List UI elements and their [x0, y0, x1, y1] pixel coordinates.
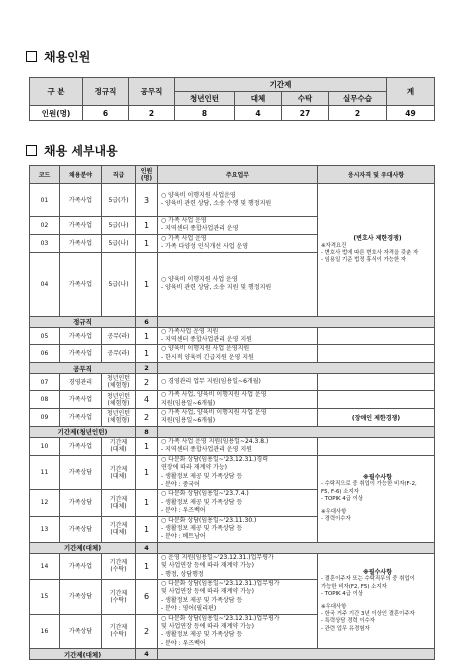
row-headcount: 6	[136, 579, 158, 614]
duty-line: ○ 양육비 이행지원 사업 운영지원	[161, 345, 250, 353]
table-row	[30, 374, 435, 391]
row-qualifications	[318, 184, 435, 317]
duty-line: - 생활정보 제공 및 가족상담 등	[161, 472, 243, 480]
group-label: 공무직	[30, 363, 136, 374]
value-practice: 2	[329, 106, 387, 121]
table-row	[30, 409, 435, 427]
table-row	[30, 391, 435, 409]
row-headcount: 1	[136, 553, 158, 579]
header-civil-service: 공무직	[129, 78, 175, 106]
header-field: 채용분야	[60, 166, 102, 184]
duty-line: ○ 가족 사업 운영	[161, 217, 207, 224]
duty-line: - 분야 : 우즈벡어	[161, 639, 206, 647]
checkbox-square-icon	[26, 51, 37, 62]
duty-line: 연장에 따라 재계약 가능)	[161, 464, 228, 472]
row-headcount: 2	[136, 614, 158, 649]
row-field: 가족사업	[60, 234, 102, 252]
group-label: 정규직	[30, 316, 136, 327]
row-code: 12	[30, 490, 60, 516]
row-headcount: 1	[136, 516, 158, 542]
row-duties	[158, 614, 318, 649]
duty-line: - 분야 : 베트남어	[161, 533, 206, 541]
row-field: 가족상담	[60, 614, 102, 649]
row-code: 03	[30, 234, 60, 252]
duty-line: - 분야 : 중국어	[161, 480, 200, 488]
row-field: 가족상담	[60, 490, 102, 516]
qualification-line: - 특력상담 경력 이수자	[321, 618, 375, 625]
qualification-line: (변호사 제한경쟁)	[353, 235, 402, 243]
row-duties	[158, 374, 318, 391]
duty-line: ○ 가족 사업, 양육비 이행지원 사업 운영	[161, 409, 267, 417]
row-code: 15	[30, 579, 60, 614]
row-duties	[158, 455, 318, 490]
row-duties	[158, 217, 318, 235]
group-subtotal-row	[30, 542, 435, 553]
value-total: 49	[387, 106, 435, 121]
duty-line: - 생활정보 제공 및 가족상담 등	[161, 524, 243, 532]
value-civil-service: 2	[129, 106, 175, 121]
header-regular: 정규직	[83, 78, 129, 106]
row-headcount: 2	[136, 409, 158, 427]
row-rank: 기간제 (대체)	[102, 437, 136, 455]
group-label: 기간제(대체)	[30, 542, 136, 553]
group-filler	[158, 426, 435, 437]
row-rank: 청년인턴 (체험형)	[102, 409, 136, 427]
row-field: 가족사업	[60, 184, 102, 217]
row-rank: 공무(라)	[102, 327, 136, 345]
row-field: 가족사업	[60, 553, 102, 579]
header-category: 구 분	[30, 78, 83, 106]
header-youth-intern: 청년인턴	[175, 92, 235, 106]
group-filler	[158, 649, 435, 660]
row-rank: 기간제 (대체)	[102, 516, 136, 542]
row-field: 가족사업	[60, 391, 102, 409]
row-duties	[158, 490, 318, 516]
section-title: 채용인원	[44, 50, 91, 64]
qualification-line: ※자격요건	[321, 242, 347, 249]
duty-line: ○ 다문화 상담(임용일~'23.12.31.)경력	[161, 455, 268, 463]
row-code: 10	[30, 437, 60, 455]
qualification-line: - 결혼이주자 또는 수탁직무의 중 취업이	[321, 576, 415, 583]
duty-line: ○ 다문화 상담(임용일~'23.12.31.)업무평가	[161, 579, 280, 587]
row-field: 가족상담	[60, 516, 102, 542]
group-filler	[158, 542, 435, 553]
row-qualifications	[318, 553, 435, 648]
row-headcount: 2	[136, 374, 158, 391]
row-qualifications	[318, 374, 435, 391]
row-field: 가족사업	[60, 252, 102, 316]
group-count: 6	[136, 316, 158, 327]
row-rank: 공무(라)	[102, 345, 136, 363]
duty-line: - 분야 : 영어(필리핀)	[161, 605, 217, 613]
row-headcount: 4	[136, 391, 158, 409]
row-headcount: 3	[136, 184, 158, 217]
duty-line: ○ 운영 지원(임용일~'23.12.31.)업무평가	[161, 553, 274, 561]
hiring-summary-table	[29, 77, 435, 121]
group-filler	[158, 363, 435, 374]
table-row	[30, 553, 435, 579]
duty-line: 지원(임용일~6개월)	[161, 399, 216, 407]
header-code: 코드	[30, 166, 60, 184]
header-substitute: 대체	[235, 92, 282, 106]
row-headcount: 1	[136, 327, 158, 345]
qualification-line: - 경력이수자	[321, 516, 351, 523]
row-field: 경영관리	[60, 374, 102, 391]
row-rank: 기간제 (대체)	[102, 490, 136, 516]
row-code: 01	[30, 184, 60, 217]
row-field: 가족상담	[60, 455, 102, 490]
row-headcount: 1	[136, 455, 158, 490]
row-headcount: 1	[136, 234, 158, 252]
row-duties	[158, 252, 318, 316]
qualification-line: ※필수사항	[362, 569, 393, 577]
qualification-line: - 수탁직으로 중 취업이 가능한 비자(F-2,	[321, 481, 417, 488]
row-qualifications	[318, 327, 435, 345]
row-headcount: 1	[136, 490, 158, 516]
header-total: 계	[387, 78, 435, 106]
group-label: 기간제(청년인턴)	[30, 426, 136, 437]
row-qualifications	[318, 391, 435, 409]
row-duties	[158, 234, 318, 252]
header-fixed-term: 기간제	[175, 78, 387, 92]
row-code: 07	[30, 374, 60, 391]
row-code: 14	[30, 553, 60, 579]
duty-line: 및 사업연장 등에 따라 재계약 가능)	[161, 588, 255, 596]
row-code: 09	[30, 409, 60, 427]
table-row	[30, 345, 435, 363]
qualification-line: ※우대사항	[321, 508, 347, 515]
row-duties	[158, 345, 318, 363]
row-code: 05	[30, 327, 60, 345]
group-count: 4	[136, 649, 158, 660]
qualification-line: - 변호사 법에 따른 변호사 자격을 갖춘 자	[321, 249, 419, 256]
header-practice: 실무수습	[329, 92, 387, 106]
group-count: 4	[136, 542, 158, 553]
row-field: 가족사업	[60, 217, 102, 235]
value-substitute: 4	[235, 106, 282, 121]
duty-line: - 생활정보 제공 및 가족상담 등	[161, 498, 243, 506]
section-title: 채용 세부내용	[44, 144, 118, 158]
row-rank: 5급(나)	[102, 234, 136, 252]
row-code: 06	[30, 345, 60, 363]
duty-line: - 분야 : 우즈벡어	[161, 507, 206, 515]
row-code: 16	[30, 614, 60, 649]
duty-line: 및 사업연장 등에 따라 재계약 가능)	[161, 562, 255, 570]
qualification-line: ※우대사항	[321, 603, 347, 610]
duty-line: ○ 다문화 상담(임용일~'23.7.4.)	[161, 490, 249, 498]
qualification-line: - 한국 거주 기간 3년 이상인 결혼이주자	[321, 611, 415, 618]
table-row	[30, 437, 435, 455]
row-field: 가족사업	[60, 437, 102, 455]
duty-line: - 지역센터 종합사업관리 운영	[161, 225, 239, 233]
duty-line: - 행정, 상담행정	[161, 570, 204, 578]
row-duties	[158, 437, 318, 455]
section-heading-hiring-count	[26, 48, 90, 65]
group-subtotal-row	[30, 649, 435, 660]
group-count: 2	[136, 363, 158, 374]
row-duties	[158, 516, 318, 542]
group-count: 8	[136, 426, 158, 437]
row-duties	[158, 391, 318, 409]
row-rank: 청년인턴 (체험형)	[102, 374, 136, 391]
duty-line: - 지역센터 종합사업관리 운영 지원	[161, 446, 252, 454]
qualification-line: F5, F-6) 소지자	[321, 488, 359, 495]
row-field: 가족상담	[60, 579, 102, 614]
qualification-line: - 임용일 기준 법정 휴식이 가능한 자	[321, 257, 407, 264]
row-rank: 기간제 (수탁)	[102, 614, 136, 649]
duty-line: - 양육비 관련 상담, 소송 수행 및 행정지원	[161, 200, 272, 207]
value-contracted: 27	[282, 106, 329, 121]
header-rank: 직급	[102, 166, 136, 184]
duty-line: ○ 다문화 상담(임용일~'23.11.30.)	[161, 516, 257, 524]
row-headcount: 1	[136, 345, 158, 363]
row-rank: 기간제 (대체)	[102, 455, 136, 490]
group-label: 기간제(대체)	[30, 649, 136, 660]
table-row	[30, 184, 435, 217]
row-field: 가족사업	[60, 327, 102, 345]
header-qualifications: 응시자격 및 우대사항	[318, 166, 435, 184]
row-headcount: 1	[136, 252, 158, 316]
row-code: 04	[30, 252, 60, 316]
duty-line: - 한시적 양육비 긴급지원 운영 지원	[161, 353, 254, 361]
row-qualifications	[318, 345, 435, 363]
value-youth-intern: 8	[175, 106, 235, 121]
row-duties	[158, 553, 318, 579]
qualification-line: - TOPIK 4급 이상	[321, 495, 364, 502]
row-headcount: 1	[136, 437, 158, 455]
qualification-line: - 관련 업무 유경험자	[321, 625, 370, 632]
group-subtotal-row	[30, 363, 435, 374]
duty-line: - 양육비 관련 상담, 소송 지원 및 행정지원	[161, 284, 272, 292]
row-qualifications: (장애인 제한경쟁)	[318, 409, 435, 427]
duty-line: ○ 양육비 이행지원 사업운영	[161, 191, 236, 199]
row-code: 08	[30, 391, 60, 409]
duty-line: ○ 양육비 이행지원 사업 운영	[161, 275, 238, 283]
group-filler	[158, 316, 435, 327]
duty-line: ○ 다문화 상담(임용일~'23.12.31.)업무평가	[161, 614, 280, 622]
row-duties	[158, 579, 318, 614]
section-heading-details	[26, 142, 118, 159]
row-headcount: 1	[136, 217, 158, 235]
row-duties	[158, 184, 318, 217]
duty-line: ○ 경영관리 업무 지원(임용일~6개월)	[161, 378, 261, 386]
checkbox-square-icon	[26, 145, 37, 156]
row-code: 11	[30, 455, 60, 490]
row-rank: 5급(나)	[102, 217, 136, 235]
row-rank: 5급(나)	[102, 252, 136, 316]
row-rank: 청년인턴 (체험형)	[102, 391, 136, 409]
group-subtotal-row	[30, 426, 435, 437]
duty-line: - 생활정보 제공 및 가족상담 등	[161, 596, 243, 604]
qualification-line: ※필수사항	[362, 474, 393, 482]
duty-line: - 생활정보 제공 및 가족상담 등	[161, 631, 243, 639]
row-qualifications	[318, 437, 435, 455]
row-field: 가족사업	[60, 409, 102, 427]
row-label-headcount: 인원(명)	[30, 106, 83, 121]
row-qualifications	[318, 455, 435, 542]
duty-line: ○ 가족사업 운영 지원	[161, 327, 219, 335]
row-rank: 5급(가)	[102, 184, 136, 217]
qualification-line: - TOPIK 4급 이상	[321, 590, 364, 597]
header-contracted: 수탁	[282, 92, 329, 106]
group-subtotal-row	[30, 316, 435, 327]
table-row	[30, 455, 435, 490]
duty-line: - 가족 다양성 인식개선 사업 운영	[161, 243, 249, 251]
duty-line: 지원(임용일~6개월)	[161, 417, 216, 425]
qualification-line: 가능한 비자(F2, F5) 소지자	[321, 583, 387, 590]
duty-line: 및 사업연장 등에 따라 재계약 가능)	[161, 623, 255, 630]
row-code: 02	[30, 217, 60, 235]
duty-line: ○ 가족 사업 운영	[161, 234, 207, 242]
header-headcount: 인원 (명)	[136, 166, 158, 184]
duty-line: ○ 가족 사업 운영 지원(임용일~24.3.8.)	[161, 437, 269, 445]
row-code: 13	[30, 516, 60, 542]
duty-line: ○ 가족 사업, 양육비 이행지원 사업 운영	[161, 391, 267, 399]
row-duties	[158, 327, 318, 345]
row-rank: 기간제 (수탁)	[102, 579, 136, 614]
row-rank: 기간제 (수탁)	[102, 553, 136, 579]
header-duties: 주요업무	[158, 166, 318, 184]
hiring-detail-table	[29, 165, 435, 660]
value-regular: 6	[83, 106, 129, 121]
row-field: 가족사업	[60, 345, 102, 363]
table-row	[30, 327, 435, 345]
row-duties	[158, 409, 318, 427]
duty-line: - 지역센터 종합사업관리 운영 지원	[161, 336, 252, 344]
